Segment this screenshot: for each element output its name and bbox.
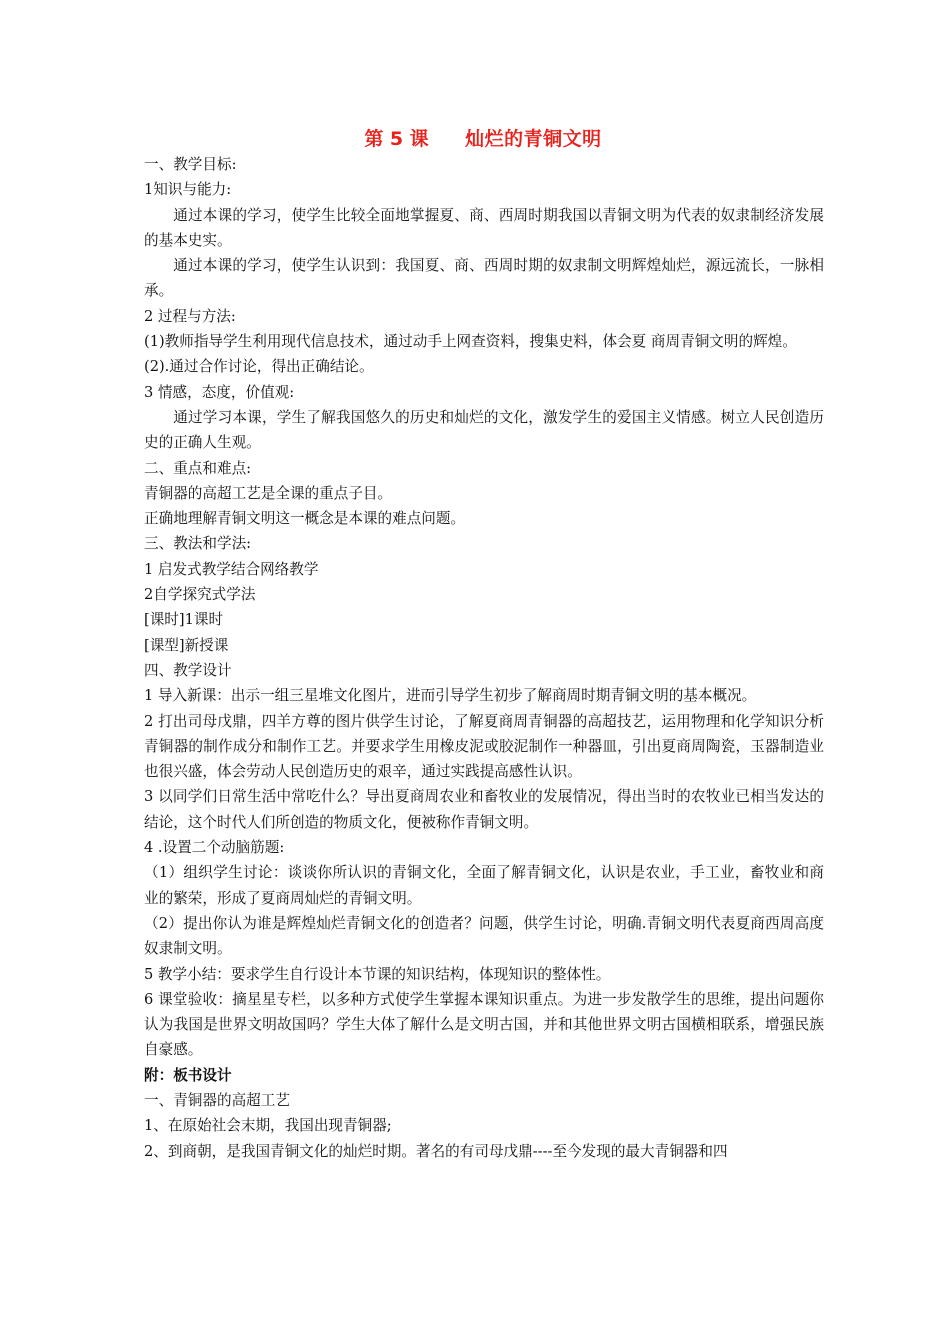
- paragraph: 附：板书设计: [144, 1066, 232, 1084]
- title-prefix: 第: [364, 128, 384, 150]
- paragraph: 3 以同学们日常生活中常吃什么？导出夏商周农业和畜牧业的发展情况，得出当时的农牧业已相当发达的结论，这个时代人们所创造的物质文化，便被称作青铜文明。: [144, 788, 824, 831]
- title-number: 5: [389, 128, 404, 150]
- paragraph: 四、教学设计: [144, 661, 232, 679]
- paragraph: 2自学探究式学法: [144, 586, 256, 604]
- paragraph: 1、在原始社会末期，我国出现青铜器;: [144, 1117, 392, 1135]
- paragraph: 青铜器的高超工艺是全课的重点子目。: [144, 484, 393, 502]
- paragraph: [课型]新授课: [144, 636, 229, 654]
- paragraph: 正确地理解青铜文明这一概念是本课的难点问题。: [144, 510, 466, 528]
- paragraph: 三、教法和学法:: [144, 535, 252, 553]
- paragraph: 通过学习本课，学生了解我国悠久的历史和灿烂的文化，激发学生的爱国主义情感。树立人民创造历史的正确人生观。: [144, 408, 824, 452]
- paragraph: 2 过程与方法:: [144, 307, 236, 325]
- paragraph: 4 .设置二个动脑筋题:: [144, 839, 285, 857]
- page-title: [0, 124, 950, 151]
- paragraph: 2 打出司母戊鼎，四羊方尊的图片供学生讨论，了解夏商周青铜器的高超技艺，运用物理和化学知识分析青铜器的制作成分和制作工艺。并要求学生用橡皮泥或胶泥制作一种器皿，引出夏商周陶瓷，玉器制造业也很兴盛，体会劳动人民创造历史的艰辛，通过实践提高感性认识。: [144, 712, 824, 781]
- paragraph: （1）组织学生讨论：谈谈你所认识的青铜文化，全面了解青铜文化，认识是农业，手工业，畜牧业和商业的繁荣，形成了夏商周灿烂的青铜文明。: [144, 864, 824, 907]
- paragraph: 通过本课的学习，使学生比较全面地掌握夏、商、西周时期我国以青铜文明为代表的奴隶制经济发展的基本史实。: [144, 206, 824, 249]
- paragraph: 通过本课的学习，使学生认识到：我国夏、商、西周时期的奴隶制文明辉煌灿烂，源远流长，一脉相承。: [144, 257, 824, 300]
- paragraph: 1 启发式教学结合网络教学: [144, 560, 319, 578]
- paragraph: (1)教师指导学生利用现代信息技术，通过动手上网查资料，搜集史料，体会夏 商周青铜文明的辉煌。: [144, 333, 797, 351]
- paragraph: [课时]1课时: [144, 611, 224, 629]
- paragraph: 一、教学目标:: [144, 156, 237, 173]
- paragraph: (2).通过合作讨论，得出正确结论。: [144, 358, 374, 376]
- paragraph: 一、青铜器的高超工艺: [144, 1091, 290, 1109]
- paragraph: 1知识与能力:: [144, 181, 232, 199]
- paragraph: （2）提出你认为谁是辉煌灿烂青铜文化的创造者？问题，供学生讨论，明确.青铜文明代表夏商西周高度奴隶制文明。: [144, 914, 824, 958]
- paragraph: 5 教学小结：要求学生自行设计本节课的知识结构，体现知识的整体性。: [144, 965, 611, 983]
- title-main: 灿烂的青铜文明: [465, 128, 602, 150]
- paragraph: 6 课堂验收：摘星星专栏，以多种方式使学生掌握本课知识重点。为进一步发散学生的思维，提出问题你认为我国是世界文明故国吗？学生大体了解什么是文明古国，并和其他世界文明古国横相联系，增强民族自豪感。: [144, 990, 824, 1059]
- title-suffix: 课: [409, 128, 430, 150]
- document-body: [144, 152, 824, 1164]
- paragraph: 2、到商朝，是我国青铜文化的灿烂时期。著名的有司母戊鼎----至今发现的最大青铜器和四: [144, 1142, 728, 1160]
- paragraph: 二、重点和难点:: [144, 459, 252, 477]
- paragraph: 1 导入新课：出示一组三星堆文化图片，进而引导学生初步了解商周时期青铜文明的基本概况。: [144, 687, 757, 705]
- paragraph: 3 情感，态度，价值观:: [144, 383, 295, 401]
